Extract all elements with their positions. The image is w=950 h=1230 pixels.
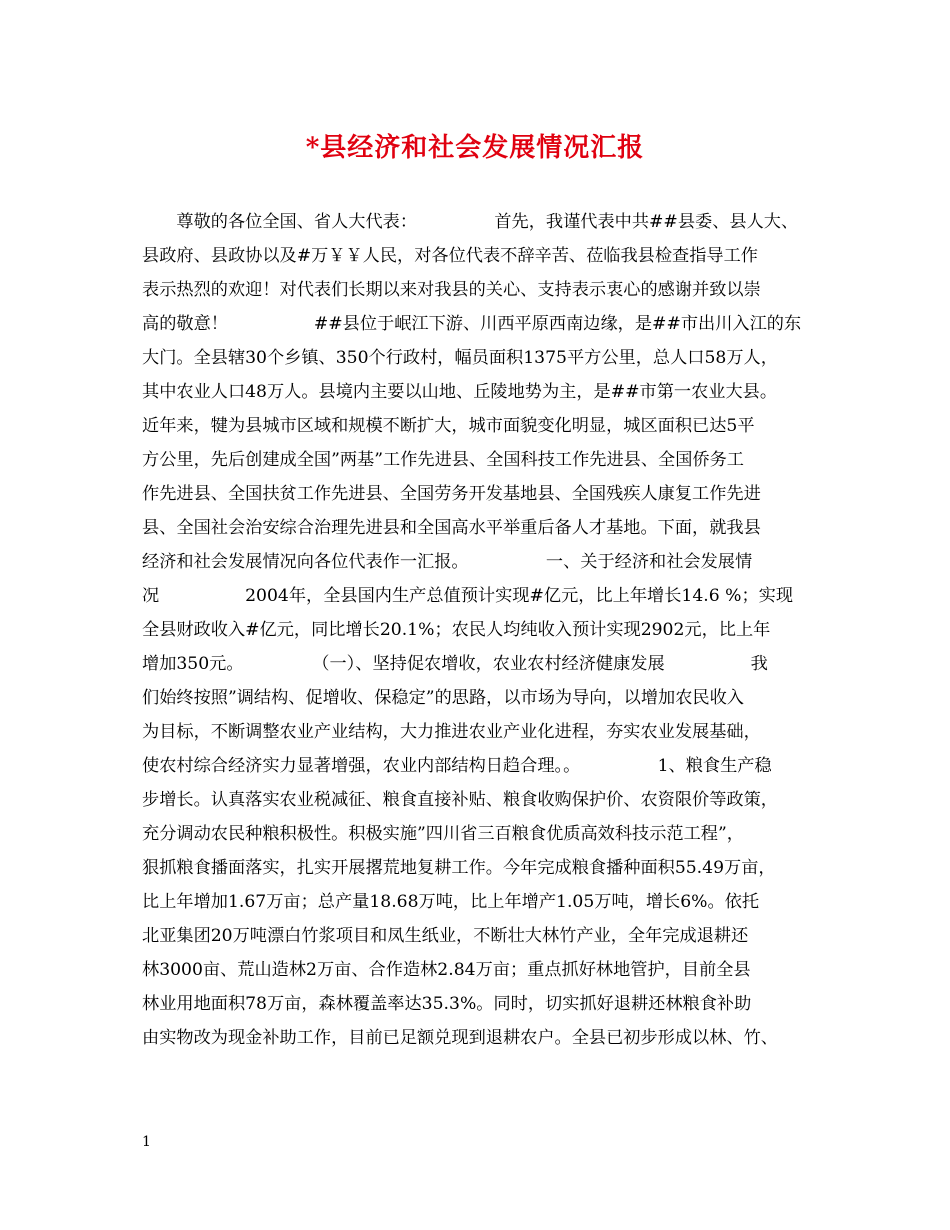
body-line: 步增长。认真落实农业税减征、粮食直接补贴、粮食收购保护价、农资限价等政策， bbox=[142, 790, 778, 810]
document-body bbox=[142, 205, 832, 1055]
body-line: 县、全国社会治安综合治理先进县和全国高水平举重后备人才基地。下面，就我县 bbox=[142, 518, 761, 538]
body-line: 林业用地面积78万亩，森林覆盖率达35.3%。同时，切实抓好退耕还林粮食补助 bbox=[142, 994, 752, 1014]
body-line: 由实物改为现金补助工作，目前已足额兑现到退耕农户。全县已初步形成以林、竹、 bbox=[142, 1028, 778, 1048]
document-title: *县经济和社会发展情况汇报 bbox=[305, 133, 645, 163]
body-line: 况 2004年，全县国内生产总值预计实现#亿元，比上年增长14.6 %；实现 bbox=[142, 586, 794, 606]
body-line: 高的敬意！ ##县位于岷江下游、川西平原西南边缘，是##市出川入江的东 bbox=[142, 314, 802, 334]
body-line: 经济和社会发展情况向各位代表作一汇报。 一、关于经济和社会发展情 bbox=[142, 552, 753, 572]
body-line: 林3000亩、荒山造林2万亩、合作造林2.84万亩；重点抓好林地管护，目前全县 bbox=[142, 960, 751, 980]
body-line: 们始终按照”调结构、促增收、保稳定”的思路，以市场为导向，以增加农民收入 bbox=[142, 688, 744, 708]
body-line: 北亚集团20万吨漂白竹浆项目和凤生纸业，不断壮大林竹产业，全年完成退耕还 bbox=[142, 926, 749, 946]
body-line: 作先进县、全国扶贫工作先进县、全国劳务开发基地县、全国残疾人康复工作先进 bbox=[142, 484, 761, 504]
body-line: 表示热烈的欢迎！对代表们长期以来对我县的关心、支持表示衷心的感谢并致以崇 bbox=[142, 280, 761, 300]
body-line: 狠抓粮食播面落实，扎实开展撂荒地复耕工作。今年完成粮食播种面积55.49万亩， bbox=[142, 858, 776, 878]
body-line: 县政府、县政协以及#万￥￥人民，对各位代表不辞辛苦、莅临我县检查指导工作 bbox=[142, 246, 758, 266]
body-line: 大门。全县辖30个乡镇、350个行政村，幅员面积1375平方公里，总人口58万人， bbox=[142, 348, 778, 368]
body-line: 为目标，不断调整农业产业结构，大力推进农业产业化进程，夯实农业发展基础， bbox=[142, 722, 761, 742]
body-line: 比上年增加1.67万亩；总产量18.68万吨，比上年增产1.05万吨，增长6%。依托 bbox=[142, 892, 760, 912]
body-line: 近年来，犍为县城市区域和规模不断扩大，城市面貌变化明显，城区面积已达5平 bbox=[142, 416, 755, 436]
body-line: 全县财政收入#亿元，同比增长20.1%；农民人均纯收入预计实现2902元，比上年 bbox=[142, 620, 771, 640]
page-number: 1 bbox=[142, 1134, 151, 1150]
body-line: 增加350元。 （一）、坚持促农增收，农业农村经济健康发展 我 bbox=[142, 654, 768, 674]
body-line: 其中农业人口48万人。县境内主要以山地、丘陵地势为主，是##市第一农业大县。 bbox=[142, 382, 778, 402]
body-line: 充分调动农民种粮积极性。积极实施”四川省三百粮食优质高效科技示范工程”， bbox=[142, 824, 744, 844]
body-line: 方公里，先后创建成全国”两基”工作先进县、全国科技工作先进县、全国侨务工 bbox=[142, 450, 744, 470]
body-line: 尊敬的各位全国、省人大代表： 首先，我谨代表中共##县委、县人大、 bbox=[142, 212, 799, 232]
body-line: 使农村综合经济实力显著增强，农业内部结构日趋合理。。 1、粮食生产稳 bbox=[142, 756, 772, 776]
